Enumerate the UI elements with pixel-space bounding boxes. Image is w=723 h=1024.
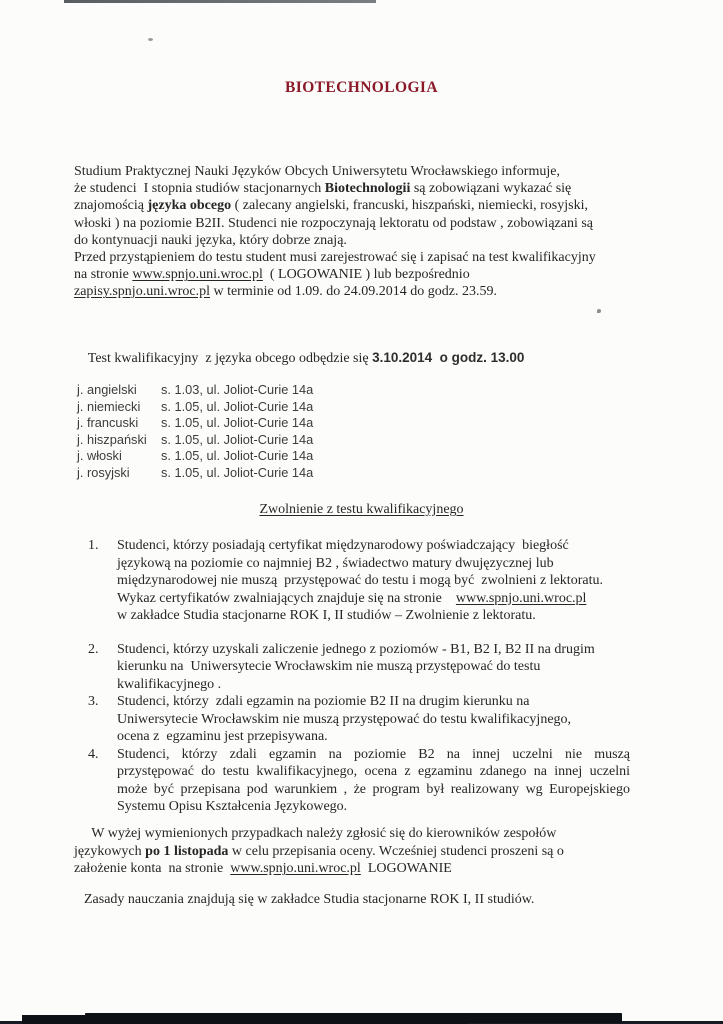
scan-artifact-top-edge bbox=[64, 0, 376, 3]
text-segment: do kontynuacji nauki języka, który dobrze znają. bbox=[74, 232, 347, 248]
text-segment: może być przepisana pod warunkiem , że program był realizowany wg Europejskiego bbox=[117, 781, 630, 797]
text-line bbox=[74, 843, 564, 861]
text-line bbox=[74, 283, 596, 300]
text-segment: Wykaz certyfikatów zwalniających znajduje się na stronie bbox=[117, 590, 456, 606]
schedule-row bbox=[77, 399, 313, 416]
intro-paragraph bbox=[74, 163, 596, 301]
closing-paragraph bbox=[74, 825, 564, 878]
text-line bbox=[117, 763, 630, 781]
text-line bbox=[117, 590, 603, 608]
text-line bbox=[74, 215, 596, 232]
text-line bbox=[74, 860, 564, 878]
text-line bbox=[74, 197, 596, 214]
text-segment: LOGOWANIE bbox=[360, 861, 452, 877]
text-line bbox=[117, 711, 571, 729]
language-name: j. włoski bbox=[77, 448, 122, 464]
text-line bbox=[74, 163, 596, 180]
text-line bbox=[74, 825, 564, 843]
list-item-body bbox=[117, 746, 630, 816]
link-spnjo-website: www.spnjo.uni.wroc.pl bbox=[230, 861, 361, 877]
text-segment: są zobowiązani wykazać się bbox=[410, 181, 572, 197]
schedule-row bbox=[77, 432, 313, 449]
language-name: j. francuski bbox=[77, 415, 139, 431]
language-name: j. niemiecki bbox=[77, 398, 141, 414]
text-segment: Test kwalifikacyjny z języka obcego odbędzie się bbox=[87, 351, 373, 366]
room-location: s. 1.05, ul. Joliot-Curie 14a bbox=[161, 464, 314, 480]
test-date-line bbox=[74, 334, 524, 383]
text-segment: znajomością bbox=[74, 198, 148, 214]
list-item-body bbox=[117, 641, 595, 694]
text-segment: międzynarodowej nie muszą przystępować do testu i mogą być zwolnieni z lektoratu. bbox=[117, 573, 603, 588]
scan-speck bbox=[148, 38, 153, 41]
exemption-section-heading: Zwolnienie z testu kwalifikacyjnego bbox=[259, 502, 464, 517]
schedule-row bbox=[77, 465, 313, 482]
list-number: 1. bbox=[88, 538, 99, 553]
exemption-item-3 bbox=[88, 693, 630, 746]
text-line bbox=[117, 798, 630, 816]
room-location: s. 1.05, ul. Joliot-Curie 14a bbox=[161, 448, 314, 464]
text-segment: językowych bbox=[74, 843, 146, 859]
schedule-row bbox=[77, 415, 313, 432]
text-segment: ( zalecany angielski, francuski, hiszpański, niemiecki, rosyjski, bbox=[231, 198, 588, 214]
text-segment: w celu przepisania oceny. Wcześniej studenci proszeni są o bbox=[228, 843, 564, 859]
exemption-item-4 bbox=[88, 746, 630, 816]
link-spnjo-website: www.spnjo.uni.wroc.pl bbox=[132, 267, 263, 283]
text-line bbox=[117, 555, 603, 573]
list-number: 3. bbox=[88, 694, 99, 709]
text-segment: w terminie od 1.09. do 24.09.2014 do godz. 23.59. bbox=[209, 284, 497, 300]
text-line bbox=[117, 607, 603, 625]
text-segment: założenie konta na stronie bbox=[74, 861, 231, 877]
text-line bbox=[74, 249, 596, 266]
link-spnjo-website: www.spnjo.uni.wroc.pl bbox=[455, 590, 587, 606]
exemption-list bbox=[88, 537, 630, 816]
list-number: 4. bbox=[88, 746, 99, 762]
link-zapisy-website: zapisy.spnjo.uni.wroc.pl bbox=[74, 284, 210, 300]
text-line bbox=[117, 676, 595, 694]
text-segment: kierunku na Uniwersytecie Wrocławskim nie muszą przystępować do testu bbox=[117, 659, 541, 674]
text-segment: w zakładce Studia stacjonarne ROK I, II studiów – Zwolnienie z lektoratu. bbox=[117, 608, 536, 623]
text-segment: ocena z egzaminu jest przepisywana. bbox=[117, 729, 328, 744]
exemption-item-2 bbox=[88, 641, 630, 694]
exemption-item-1 bbox=[88, 537, 630, 625]
text-line bbox=[117, 537, 603, 555]
text-segment: Uniwersytecie Wrocławskim nie muszą przystępować do testu kwalifikacyjnego, bbox=[117, 711, 572, 727]
text-segment: Systemu Opisu Kształcenia Językowego. bbox=[117, 799, 348, 814]
scan-speck bbox=[597, 309, 601, 313]
text-line bbox=[117, 781, 630, 799]
text-line bbox=[117, 641, 595, 659]
text-segment: W wyżej wymienionych przypadkach należy zgłosić się do kierowników zespołów bbox=[88, 826, 557, 841]
room-location: s. 1.05, ul. Joliot-Curie 14a bbox=[161, 398, 314, 414]
room-location: s. 1.05, ul. Joliot-Curie 14a bbox=[161, 431, 314, 447]
text-segment: Przed przystąpieniem do testu student musi zarejestrować się i zapisać na test kwalifikacyjny bbox=[74, 250, 596, 266]
text-segment: Studenci, którzy uzyskali zaliczenie jednego z poziomów - B1, B2 I, B2 II na drugim bbox=[117, 641, 595, 657]
text-line bbox=[74, 232, 596, 249]
bold-segment: Biotechnologii bbox=[324, 181, 411, 197]
text-segment: kwalifikacyjnego . bbox=[117, 676, 222, 692]
bold-segment: po 1 listopada bbox=[145, 843, 229, 859]
footer-note: Zasady nauczania znajdują się w zakładce Studia stacjonarne ROK I, II studiów. bbox=[84, 892, 535, 907]
room-location: s. 1.03, ul. Joliot-Curie 14a bbox=[161, 382, 314, 397]
language-name: j. angielski bbox=[77, 382, 137, 397]
text-line bbox=[74, 180, 596, 197]
text-segment: przystępować do testu kwalifikacyjnego, ocena z egzaminu zdanego na innej uczelni bbox=[117, 764, 630, 779]
text-line bbox=[117, 746, 630, 764]
list-item-body bbox=[117, 693, 571, 746]
list-item-body bbox=[117, 537, 603, 625]
text-segment: ( LOGOWANIE ) lub bezpośrednio bbox=[262, 267, 470, 283]
language-name: j. rosyjski bbox=[77, 464, 130, 480]
text-segment: Studenci, którzy zdali egzamin na poziomie B2 na innej uczelni nie muszą bbox=[117, 746, 630, 762]
test-datetime: 3.10.2014 o godz. 13.00 bbox=[372, 350, 525, 365]
text-line bbox=[117, 728, 571, 746]
text-segment: na stronie bbox=[74, 267, 133, 283]
list-number: 2. bbox=[88, 641, 99, 657]
text-segment: Studium Praktycznej Nauki Języków Obcych Uniwersytetu Wrocławskiego informuje, bbox=[74, 164, 560, 179]
room-location: s. 1.05, ul. Joliot-Curie 14a bbox=[161, 415, 314, 431]
text-line bbox=[117, 658, 595, 676]
document-title: BIOTECHNOLOGIA bbox=[285, 79, 438, 96]
language-name: j. hiszpański bbox=[77, 431, 147, 447]
text-line bbox=[117, 693, 571, 711]
schedule-row bbox=[77, 382, 313, 399]
text-line bbox=[117, 572, 603, 590]
text-segment: językową na poziomie co najmniej B2 , świadectwo matury dwujęzycznej lub bbox=[117, 555, 554, 571]
language-schedule bbox=[77, 382, 313, 482]
text-segment: Studenci, którzy posiadają certyfikat międzynarodowy poświadczający biegłość bbox=[117, 538, 569, 553]
text-segment: Studenci, którzy zdali egzamin na poziomie B2 II na drugim kierunku na bbox=[117, 694, 530, 709]
text-segment: że studenci I stopnia studiów stacjonarnych bbox=[74, 181, 325, 197]
text-segment: włoski ) na poziomie B2II. Studenci nie rozpoczynają lektoratu od podstaw , zobowiązani są bbox=[74, 215, 594, 231]
schedule-row bbox=[77, 448, 313, 465]
text-line bbox=[74, 266, 596, 283]
scan-artifact-bottom-edge bbox=[85, 1013, 622, 1023]
bold-segment: języka obcego bbox=[147, 198, 232, 214]
